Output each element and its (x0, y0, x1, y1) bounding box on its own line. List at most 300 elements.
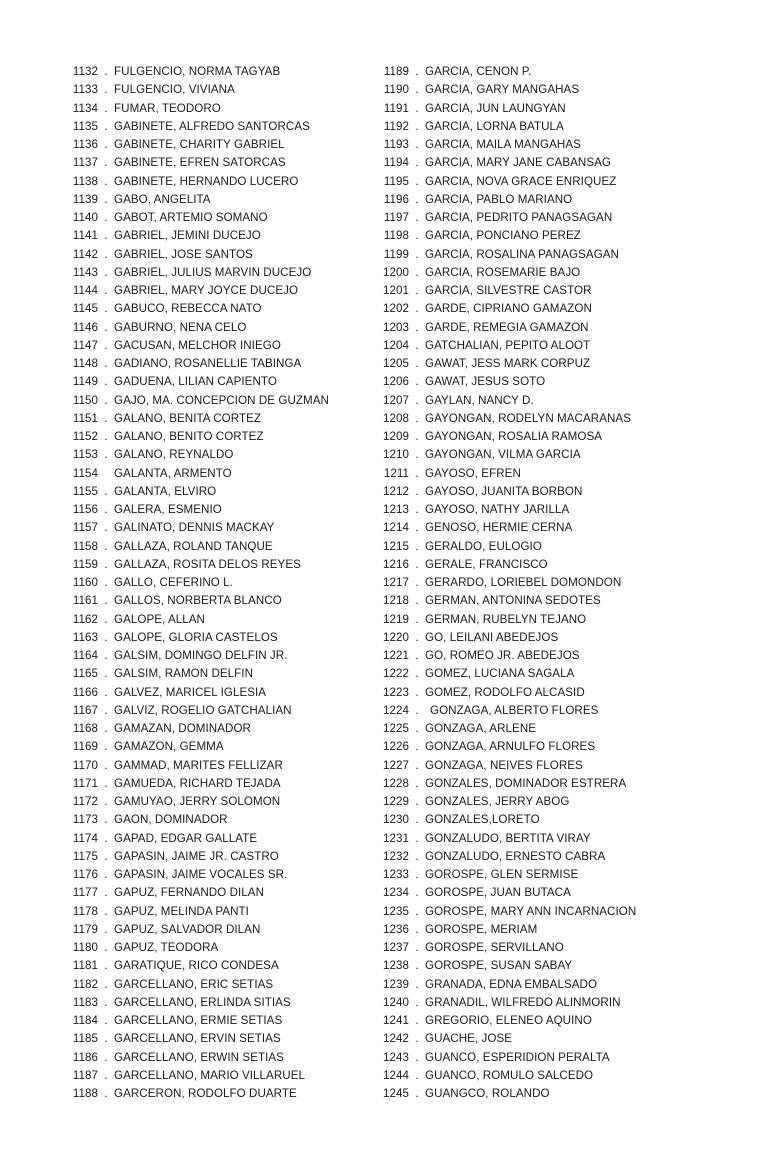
roster-entry (379, 246, 709, 264)
entry-separator: . (415, 521, 419, 535)
entry-number: 1184 (72, 1014, 98, 1027)
roster-entry (68, 647, 388, 665)
entry-number: 1140 (72, 211, 98, 224)
entry-name: GABRIEL, MARY JOYCE DUCEJO (114, 284, 299, 297)
entry-separator: . (415, 977, 419, 991)
entry-name: GARCELLANO, ERVIN SETIAS (114, 1032, 281, 1046)
roster-entry (379, 629, 709, 647)
entry-number: 1178 (72, 904, 98, 918)
entry-separator: . (104, 667, 108, 681)
entry-name: GARCELLANO, ERWIN SETIAS (114, 1050, 284, 1064)
entry-number: 1221 (382, 649, 409, 662)
entry-separator: . (415, 649, 419, 662)
entry-separator: . (415, 1014, 419, 1027)
entry-number: 1216 (382, 557, 409, 571)
entry-name: GERMAN, RUBELYN TEJANO (425, 612, 587, 626)
entry-separator: . (104, 758, 108, 772)
entry-name: GAMMAD, MARITES FELLIZAR (114, 758, 283, 772)
roster-entry (379, 1067, 709, 1085)
entry-name: GADIANO, ROSANELLIE TABINGA (114, 357, 302, 370)
entry-separator: . (104, 740, 108, 754)
entry-number: 1219 (382, 612, 409, 626)
entry-number: 1212 (382, 484, 409, 498)
roster-entry (68, 994, 388, 1012)
entry-separator: . (415, 685, 419, 699)
entry-separator: . (104, 703, 108, 717)
entry-name: GABRIEL, JEMINI DUCEJO (114, 229, 261, 243)
roster-entry (379, 355, 709, 373)
roster-entry (68, 793, 388, 811)
entry-name: GAYOSO, NATHY JARILLA (425, 503, 570, 516)
roster-entry (379, 665, 709, 683)
entry-separator: . (104, 722, 108, 735)
roster-entry (379, 373, 709, 391)
roster-entry (68, 775, 388, 793)
entry-name: GALSIM, DOMINGO DELFIN JR. (114, 649, 288, 662)
roster-entry (379, 538, 709, 556)
roster-entry (379, 428, 709, 446)
entry-number: 1138 (72, 174, 98, 188)
entry-number: 1200 (382, 265, 409, 279)
roster-entry (379, 884, 709, 902)
entry-number: 1156 (72, 503, 98, 516)
entry-number: 1238 (382, 959, 409, 973)
roster-entry (379, 154, 709, 172)
roster-entry (68, 428, 388, 446)
entry-separator: . (415, 740, 419, 754)
entry-number: 1205 (382, 357, 409, 370)
roster-entry (68, 63, 388, 81)
entry-separator: . (104, 1014, 108, 1027)
entry-separator: . (415, 886, 419, 900)
roster-entry (379, 830, 709, 848)
entry-name: GALANTA, ELVIRO (114, 484, 217, 498)
entry-name: GAMAZAN, DOMINADOR (114, 722, 251, 735)
entry-number: 1143 (72, 265, 98, 279)
entry-separator: . (104, 338, 108, 352)
entry-number: 1236 (382, 922, 409, 936)
entry-separator: . (104, 156, 108, 170)
entry-number: 1159 (72, 557, 98, 571)
entry-separator: . (415, 156, 419, 170)
roster-entry (68, 337, 388, 355)
entry-name: GONZALES, DOMINADOR ESTRERA (425, 776, 627, 790)
roster-entry (379, 209, 709, 227)
entry-name: GATCHALIAN, PEPITO ALOOT (425, 338, 591, 352)
entry-name: GARCIA, JUN LAUNGYAN (425, 101, 566, 115)
entry-name: GARCIA, LORNA BATULA (425, 119, 564, 133)
entry-name: GONZAGA, NEIVES FLORES (425, 758, 583, 772)
roster-entry (68, 574, 388, 592)
entry-number: 1174 (72, 831, 98, 845)
entry-separator: . (415, 868, 419, 881)
roster-entry (68, 702, 388, 720)
roster-entry (379, 191, 709, 209)
entry-separator: . (415, 1087, 419, 1100)
entry-number: 1231 (382, 831, 409, 845)
entry-name: GABINETE, EFREN SATORCAS (114, 156, 286, 170)
entry-number: 1170 (72, 758, 98, 772)
entry-number: 1150 (72, 393, 98, 407)
roster-entry (68, 884, 388, 902)
entry-number: 1165 (72, 667, 98, 681)
entry-number: 1164 (72, 649, 98, 662)
entry-name: GARCIA, NOVA GRACE ENRIQUEZ (425, 174, 617, 188)
entry-name: GARCIA, PONCIANO PEREZ (425, 229, 581, 243)
entry-number: 1169 (72, 740, 98, 754)
entry-name: GAPUZ, SALVADOR DILAN (114, 922, 261, 936)
entry-separator: . (415, 192, 419, 206)
roster-entry (379, 811, 709, 829)
entry-separator: . (104, 247, 108, 261)
entry-number: 1167 (72, 703, 98, 717)
entry-separator: . (415, 265, 419, 279)
roster-entry (68, 392, 388, 410)
roster-entry (379, 519, 709, 537)
entry-separator: . (104, 302, 108, 316)
entry-number: 1214 (382, 521, 409, 535)
entry-separator: . (415, 959, 419, 973)
entry-separator: . (104, 320, 108, 334)
roster-entry (379, 738, 709, 756)
entry-separator: . (104, 539, 108, 553)
entry-number: 1173 (72, 813, 98, 827)
entry-separator: . (415, 922, 419, 936)
entry-name: GERMAN, ANTONINA SEDOTES (425, 594, 601, 608)
entry-number: 1223 (382, 685, 409, 699)
entry-name: GARATIQUE, RICO CONDESA (114, 959, 279, 973)
entry-name: GAYONGAN, VILMA GARCIA (425, 448, 581, 462)
roster-entry (379, 1085, 709, 1103)
entry-number: 1139 (72, 192, 98, 206)
entry-number: 1226 (382, 740, 409, 754)
entry-number: 1229 (382, 795, 409, 808)
entry-number: 1208 (382, 411, 409, 425)
roster-entry (68, 556, 388, 574)
entry-name: GARCIA, CENON P. (425, 65, 532, 78)
entry-separator: . (104, 484, 108, 498)
entry-name: GAMAZON, GEMMA (114, 740, 224, 754)
entry-name: GABO, ANGELITA (114, 192, 211, 206)
entry-name: GONZAGA, ARNULFO FLORES (425, 740, 596, 754)
entry-name: GUANCO, ROMULO SALCEDO (425, 1068, 594, 1082)
roster-entry (68, 246, 388, 264)
roster-entry (379, 118, 709, 136)
entry-name: GENOSO, HERMIE CERNA (425, 521, 573, 535)
entry-name: GREGORIO, ELENEO AQUINO (425, 1014, 592, 1027)
entry-name: GAPUZ, TEODORA (114, 941, 219, 954)
entry-separator: . (415, 1032, 419, 1046)
roster-entry (68, 757, 388, 775)
roster-entry (379, 337, 709, 355)
roster-entry (68, 501, 388, 519)
entry-name: GOMEZ, LUCIANA SAGALA (425, 667, 575, 681)
entry-number: 1186 (72, 1050, 98, 1064)
entry-separator: . (104, 868, 108, 881)
entry-separator: . (104, 65, 108, 78)
entry-name: GAMUEDA, RICHARD TEJADA (114, 776, 281, 790)
entry-name: GOROSPE, MERIAM (425, 922, 538, 936)
roster-entry (379, 264, 709, 282)
entry-number: 1210 (382, 448, 409, 462)
entry-number: 1183 (72, 995, 98, 1009)
entry-separator: . (415, 831, 419, 845)
entry-name: FULGENCIO, NORMA TAGYAB (114, 65, 281, 78)
entry-name: GABINETE, CHARITY GABRIEL (114, 138, 285, 151)
entry-name: GAYLAN, NANCY D. (425, 393, 534, 407)
entry-separator: . (104, 776, 108, 790)
roster-entry (379, 81, 709, 99)
entry-name: GARCELLANO, ERMIE SETIAS (114, 1014, 283, 1027)
entry-separator: . (104, 83, 108, 97)
entry-number: 1179 (72, 922, 98, 936)
entry-separator: . (104, 119, 108, 133)
entry-number: 1188 (72, 1087, 98, 1100)
entry-name: GALANO, REYNALDO (114, 448, 234, 462)
entry-name: GARCELLANO, ERLINDA SITIAS (114, 995, 291, 1009)
entry-number: 1158 (72, 539, 98, 553)
entry-separator: . (415, 430, 419, 443)
roster-entry (68, 1012, 388, 1030)
entry-number: 1245 (382, 1087, 409, 1100)
entry-number: 1145 (72, 302, 98, 316)
entry-separator: . (104, 557, 108, 571)
roster-entry (68, 811, 388, 829)
entry-number: 1190 (383, 83, 409, 97)
entry-name: GONZALES,LORETO (425, 813, 540, 827)
entry-number: 1181 (72, 959, 98, 973)
entry-number: 1230 (382, 813, 409, 827)
entry-separator: . (104, 630, 108, 644)
entry-number: 1151 (72, 411, 98, 425)
roster-entry (379, 227, 709, 245)
entry-number: 1213 (382, 503, 409, 516)
roster-entry (68, 1085, 388, 1103)
roster-entry (379, 410, 709, 428)
entry-separator: . (415, 174, 419, 188)
entry-name: GO, ROMEO JR. ABEDEJOS (425, 649, 580, 662)
entry-name: GALOPE, ALLAN (114, 612, 205, 626)
entry-separator: . (415, 411, 419, 425)
entry-separator: . (415, 284, 419, 297)
entry-number: 1235 (382, 904, 409, 918)
entry-separator: . (104, 904, 108, 918)
entry-number: 1149 (72, 375, 98, 389)
entry-name: GAYONGAN, ROSALIA RAMOSA (425, 430, 603, 443)
entry-number: 1147 (72, 338, 98, 352)
entry-number: 1146 (72, 320, 98, 334)
entry-number: 1206 (382, 375, 409, 389)
entry-name: GAWAT, JESS MARK CORPUZ (425, 357, 591, 370)
entry-separator: . (104, 265, 108, 279)
entry-separator: . (415, 65, 419, 78)
entry-name: GALINATO, DENNIS MACKAY (114, 521, 275, 535)
roster-entry (379, 592, 709, 610)
entry-name: GABINETE, ALFREDO SANTORCAS (114, 119, 310, 133)
roster-entry (379, 647, 709, 665)
entry-separator: . (104, 576, 108, 589)
roster-entry (68, 611, 388, 629)
entry-separator: . (104, 284, 108, 297)
entry-name: GABINETE, HERNANDO LUCERO (114, 174, 299, 188)
roster-entry (68, 665, 388, 683)
entry-name: GARDE, CIPRIANO GAMAZON (425, 302, 592, 316)
entry-separator: . (415, 247, 419, 261)
roster-entry (68, 1049, 388, 1067)
entry-number: 1237 (382, 941, 409, 954)
entry-number: 1168 (72, 722, 98, 735)
roster-entry (379, 611, 709, 629)
entry-number: 1182 (72, 977, 98, 991)
entry-name: GARCIA, PABLO MARIANO (425, 192, 573, 206)
entry-number: 1187 (72, 1068, 98, 1082)
entry-number: 1142 (72, 247, 98, 261)
roster-entry (68, 446, 388, 464)
entry-name: GOROSPE, JUAN BUTACA (425, 886, 571, 900)
roster-entry (379, 282, 709, 300)
entry-separator: . (104, 375, 108, 389)
entry-separator: . (415, 466, 419, 480)
entry-number: 1180 (72, 941, 98, 954)
entry-separator: . (415, 393, 419, 407)
roster-entry (68, 1030, 388, 1048)
entry-number: 1194 (383, 156, 409, 170)
roster-entry (379, 392, 709, 410)
entry-separator: . (415, 795, 419, 808)
entry-separator: . (415, 849, 419, 863)
roster-entry (379, 757, 709, 775)
entry-name: GAWAT, JESUS SOTO (425, 375, 546, 389)
roster-entry (379, 994, 709, 1012)
entry-separator: . (104, 795, 108, 808)
roster-entry (68, 483, 388, 501)
entry-separator: . (104, 174, 108, 188)
entry-number: 1203 (382, 320, 409, 334)
roster-entry (68, 939, 388, 957)
entry-number: 1244 (382, 1068, 409, 1082)
entry-name: GARCIA, ROSALINA PANAGSAGAN (425, 247, 619, 261)
entry-name: GARCELLANO, MARIO VILLARUEL (114, 1068, 305, 1082)
entry-number: 1242 (382, 1032, 409, 1046)
entry-name: GADUENA, LILIAN CAPIENTO (114, 375, 277, 389)
entry-separator: . (104, 101, 108, 115)
entry-name: GONZAGA, ALBERTO FLORES (430, 703, 599, 717)
entry-separator: . (104, 357, 108, 370)
entry-name: GACUSAN, MELCHOR INIEGO (114, 338, 281, 352)
roster-entry (68, 81, 388, 99)
roster-entry (379, 793, 709, 811)
entry-separator: . (415, 302, 419, 316)
entry-number: 1185 (72, 1032, 98, 1046)
entry-name: GAPUZ, FERNANDO DILAN (114, 886, 265, 900)
entry-separator: . (415, 667, 419, 681)
entry-separator: . (415, 138, 419, 151)
entry-name: GAPASIN, JAIME JR. CASTRO (114, 849, 279, 863)
roster-entry (379, 1012, 709, 1030)
entry-separator: . (104, 649, 108, 662)
entry-number: 1239 (382, 977, 409, 991)
entry-separator: . (415, 576, 419, 589)
entry-name: GABRIEL, JULIUS MARVIN DUCEJO (114, 265, 312, 279)
entry-number: 1162 (72, 612, 98, 626)
entry-name: GALVEZ, MARICEL IGLESIA (114, 685, 267, 699)
entry-separator: . (104, 941, 108, 954)
entry-separator: . (415, 211, 419, 224)
entry-number: 1224 (382, 703, 409, 717)
entry-number: 1136 (72, 138, 98, 151)
entry-number: 1172 (72, 795, 98, 808)
entry-name: GAJO, MA. CONCEPCION DE GUZMAN (114, 393, 329, 407)
entry-separator: . (104, 977, 108, 991)
roster-entry (68, 373, 388, 391)
entry-separator: . (104, 831, 108, 845)
roster-entry (68, 903, 388, 921)
entry-name: GAPAD, EDGAR GALLATE (114, 831, 258, 845)
roster-entry (68, 191, 388, 209)
entry-number: 1215 (382, 539, 409, 553)
entry-number: 1175 (72, 849, 98, 863)
entry-name: GERALDO, EULOGIO (425, 539, 542, 553)
entry-name: GALVIZ, ROGELIO GATCHALIAN (114, 703, 292, 717)
entry-name: GUACHE, JOSE (425, 1032, 513, 1046)
entry-number: 1155 (72, 484, 98, 498)
roster-entry (379, 63, 709, 81)
entry-number: 1166 (72, 685, 98, 699)
entry-number: 1198 (383, 229, 409, 243)
roster-entry (379, 100, 709, 118)
entry-separator: . (415, 119, 419, 133)
entry-name: GAPUZ, MELINDA PANTI (114, 904, 249, 918)
entry-name: GALANO, BENITO CORTEZ (114, 430, 264, 443)
entry-name: GONZALUDO, BERTITA VIRAY (425, 831, 591, 845)
entry-name: GARCELLANO, ERIC SETIAS (114, 977, 274, 991)
roster-entry (379, 1030, 709, 1048)
entry-separator: . (104, 995, 108, 1009)
entry-separator: . (104, 430, 108, 443)
entry-separator: . (104, 685, 108, 699)
entry-name: GRANADA, EDNA EMBALSADO (425, 977, 598, 991)
entry-name: GUANGCO, ROLANDO (425, 1087, 550, 1100)
roster-entry (379, 957, 709, 975)
roster-entry (68, 629, 388, 647)
entry-name: GUANCO, ESPERIDION PERALTA (425, 1050, 610, 1064)
entry-name: GARCIA, SILVESTRE CASTOR (425, 284, 592, 297)
entry-name: GABRIEL, JOSE SANTOS (114, 247, 253, 261)
entry-number: 1193 (383, 138, 409, 151)
roster-entry (68, 100, 388, 118)
entry-separator: . (415, 1068, 419, 1082)
entry-name: FUMAR, TEODORO (114, 101, 221, 115)
roster-entry (68, 519, 388, 537)
entry-separator: . (415, 539, 419, 553)
entry-separator: . (415, 229, 419, 243)
roster-entry (68, 118, 388, 136)
entry-number: 1171 (72, 776, 98, 790)
entry-separator: . (104, 1087, 108, 1100)
entry-separator: . (415, 630, 419, 644)
entry-name: FULGENCIO, VIVIANA (114, 83, 235, 97)
roster-entry (68, 173, 388, 191)
entry-number: 1243 (382, 1050, 409, 1064)
entry-separator: . (415, 703, 419, 717)
entry-name: GERARDO, LORIEBEL DOMONDON (425, 576, 622, 589)
roster-entry (379, 574, 709, 592)
roster-entry (379, 501, 709, 519)
entry-number: 1217 (382, 576, 409, 589)
entry-number: 1233 (382, 868, 409, 881)
entry-separator: . (415, 503, 419, 516)
entry-number: 1157 (72, 521, 98, 535)
